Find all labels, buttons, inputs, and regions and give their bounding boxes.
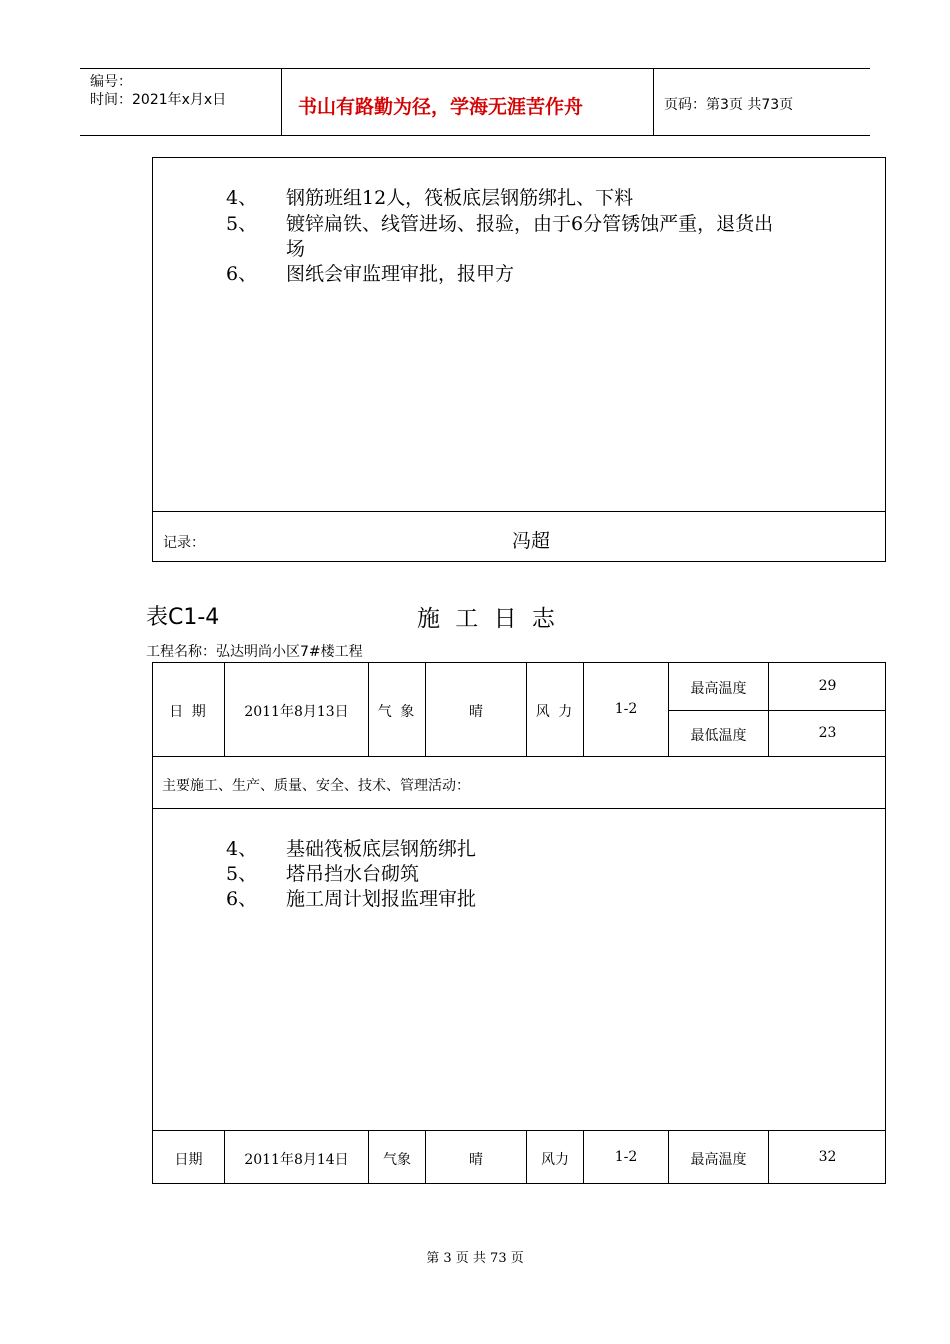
day2-date: 2011年8月14日	[244, 1152, 349, 1168]
day1-weather-label: 气 象	[377, 704, 417, 720]
header-motto: 书山有路勤为径，学海无涯苦作舟	[298, 96, 584, 118]
prev-item-3-num: 6、	[226, 263, 258, 285]
project-name: 工程名称：弘达明尚小区7#楼工程	[146, 644, 363, 660]
day1-weather: 晴	[469, 704, 483, 720]
header-divider-1	[281, 68, 282, 136]
day1-temp-split	[668, 710, 886, 711]
header-page-info: 页码：第3页 共73页	[664, 97, 794, 113]
prev-item-1-text: 钢筋班组12人，筏板底层钢筋绑扎、下料	[286, 187, 634, 209]
day2-max: 32	[818, 1149, 837, 1165]
recorder-name: 冯超	[512, 530, 551, 552]
day1-date: 2011年8月13日	[244, 704, 349, 720]
footer-page-number: 第 3 页 共 73 页	[426, 1251, 524, 1266]
header-top-rule	[80, 68, 870, 69]
header-divider-2	[653, 68, 654, 136]
day2-header-rule	[152, 1130, 886, 1131]
recorder-label: 记录：	[163, 535, 205, 551]
day1-wind: 1-2	[614, 701, 638, 717]
day1-item-1-num: 4、	[226, 838, 258, 860]
day1-item-3-text: 施工周计划报监理审批	[286, 888, 477, 910]
day1-activities-rule	[152, 808, 886, 809]
day2-wind: 1-2	[614, 1149, 638, 1165]
day2-wind-label: 风力	[541, 1152, 569, 1168]
prev-entry-divider	[152, 511, 886, 512]
day2-weather: 晴	[469, 1152, 483, 1168]
day1-max: 29	[818, 678, 837, 694]
header-bottom-rule	[80, 135, 870, 136]
prev-item-2-cont-text: 场	[286, 238, 306, 260]
day2-max-label: 最高温度	[690, 1152, 747, 1168]
day1-col-7	[768, 662, 769, 756]
prev-item-2-text: 镀锌扁铁、线管进场、报验，由于6分管锈蚀严重，退货出	[286, 213, 774, 235]
day1-wind-label: 风 力	[535, 704, 575, 720]
form-title: 施 工 日 志	[417, 606, 559, 632]
day1-date-label: 日 期	[169, 704, 208, 720]
prev-item-2-num: 5、	[226, 213, 258, 235]
day1-min-label: 最低温度	[690, 728, 747, 744]
day2-weather-label: 气象	[383, 1152, 411, 1168]
day1-item-3-num: 6、	[226, 888, 258, 910]
day2-date-label: 日期	[174, 1152, 203, 1168]
form-code: 表C1-4	[146, 605, 220, 630]
day1-header-rule	[152, 756, 886, 757]
prev-item-1-num: 4、	[226, 187, 258, 209]
day1-item-2-text: 塔吊挡水台砌筑	[286, 863, 420, 885]
day1-min: 23	[818, 725, 837, 741]
day1-item-1-text: 基础筏板底层钢筋绑扎	[286, 838, 477, 860]
day1-item-2-num: 5、	[226, 863, 258, 885]
header-serial: 编号：	[90, 74, 132, 90]
prev-item-3-text: 图纸会审监理审批，报甲方	[286, 263, 515, 285]
header-time: 时间：2021年x月x日	[90, 92, 227, 108]
day1-activities-label: 主要施工、生产、质量、安全、技术、管理活动：	[162, 778, 470, 794]
day1-max-label: 最高温度	[690, 681, 747, 697]
